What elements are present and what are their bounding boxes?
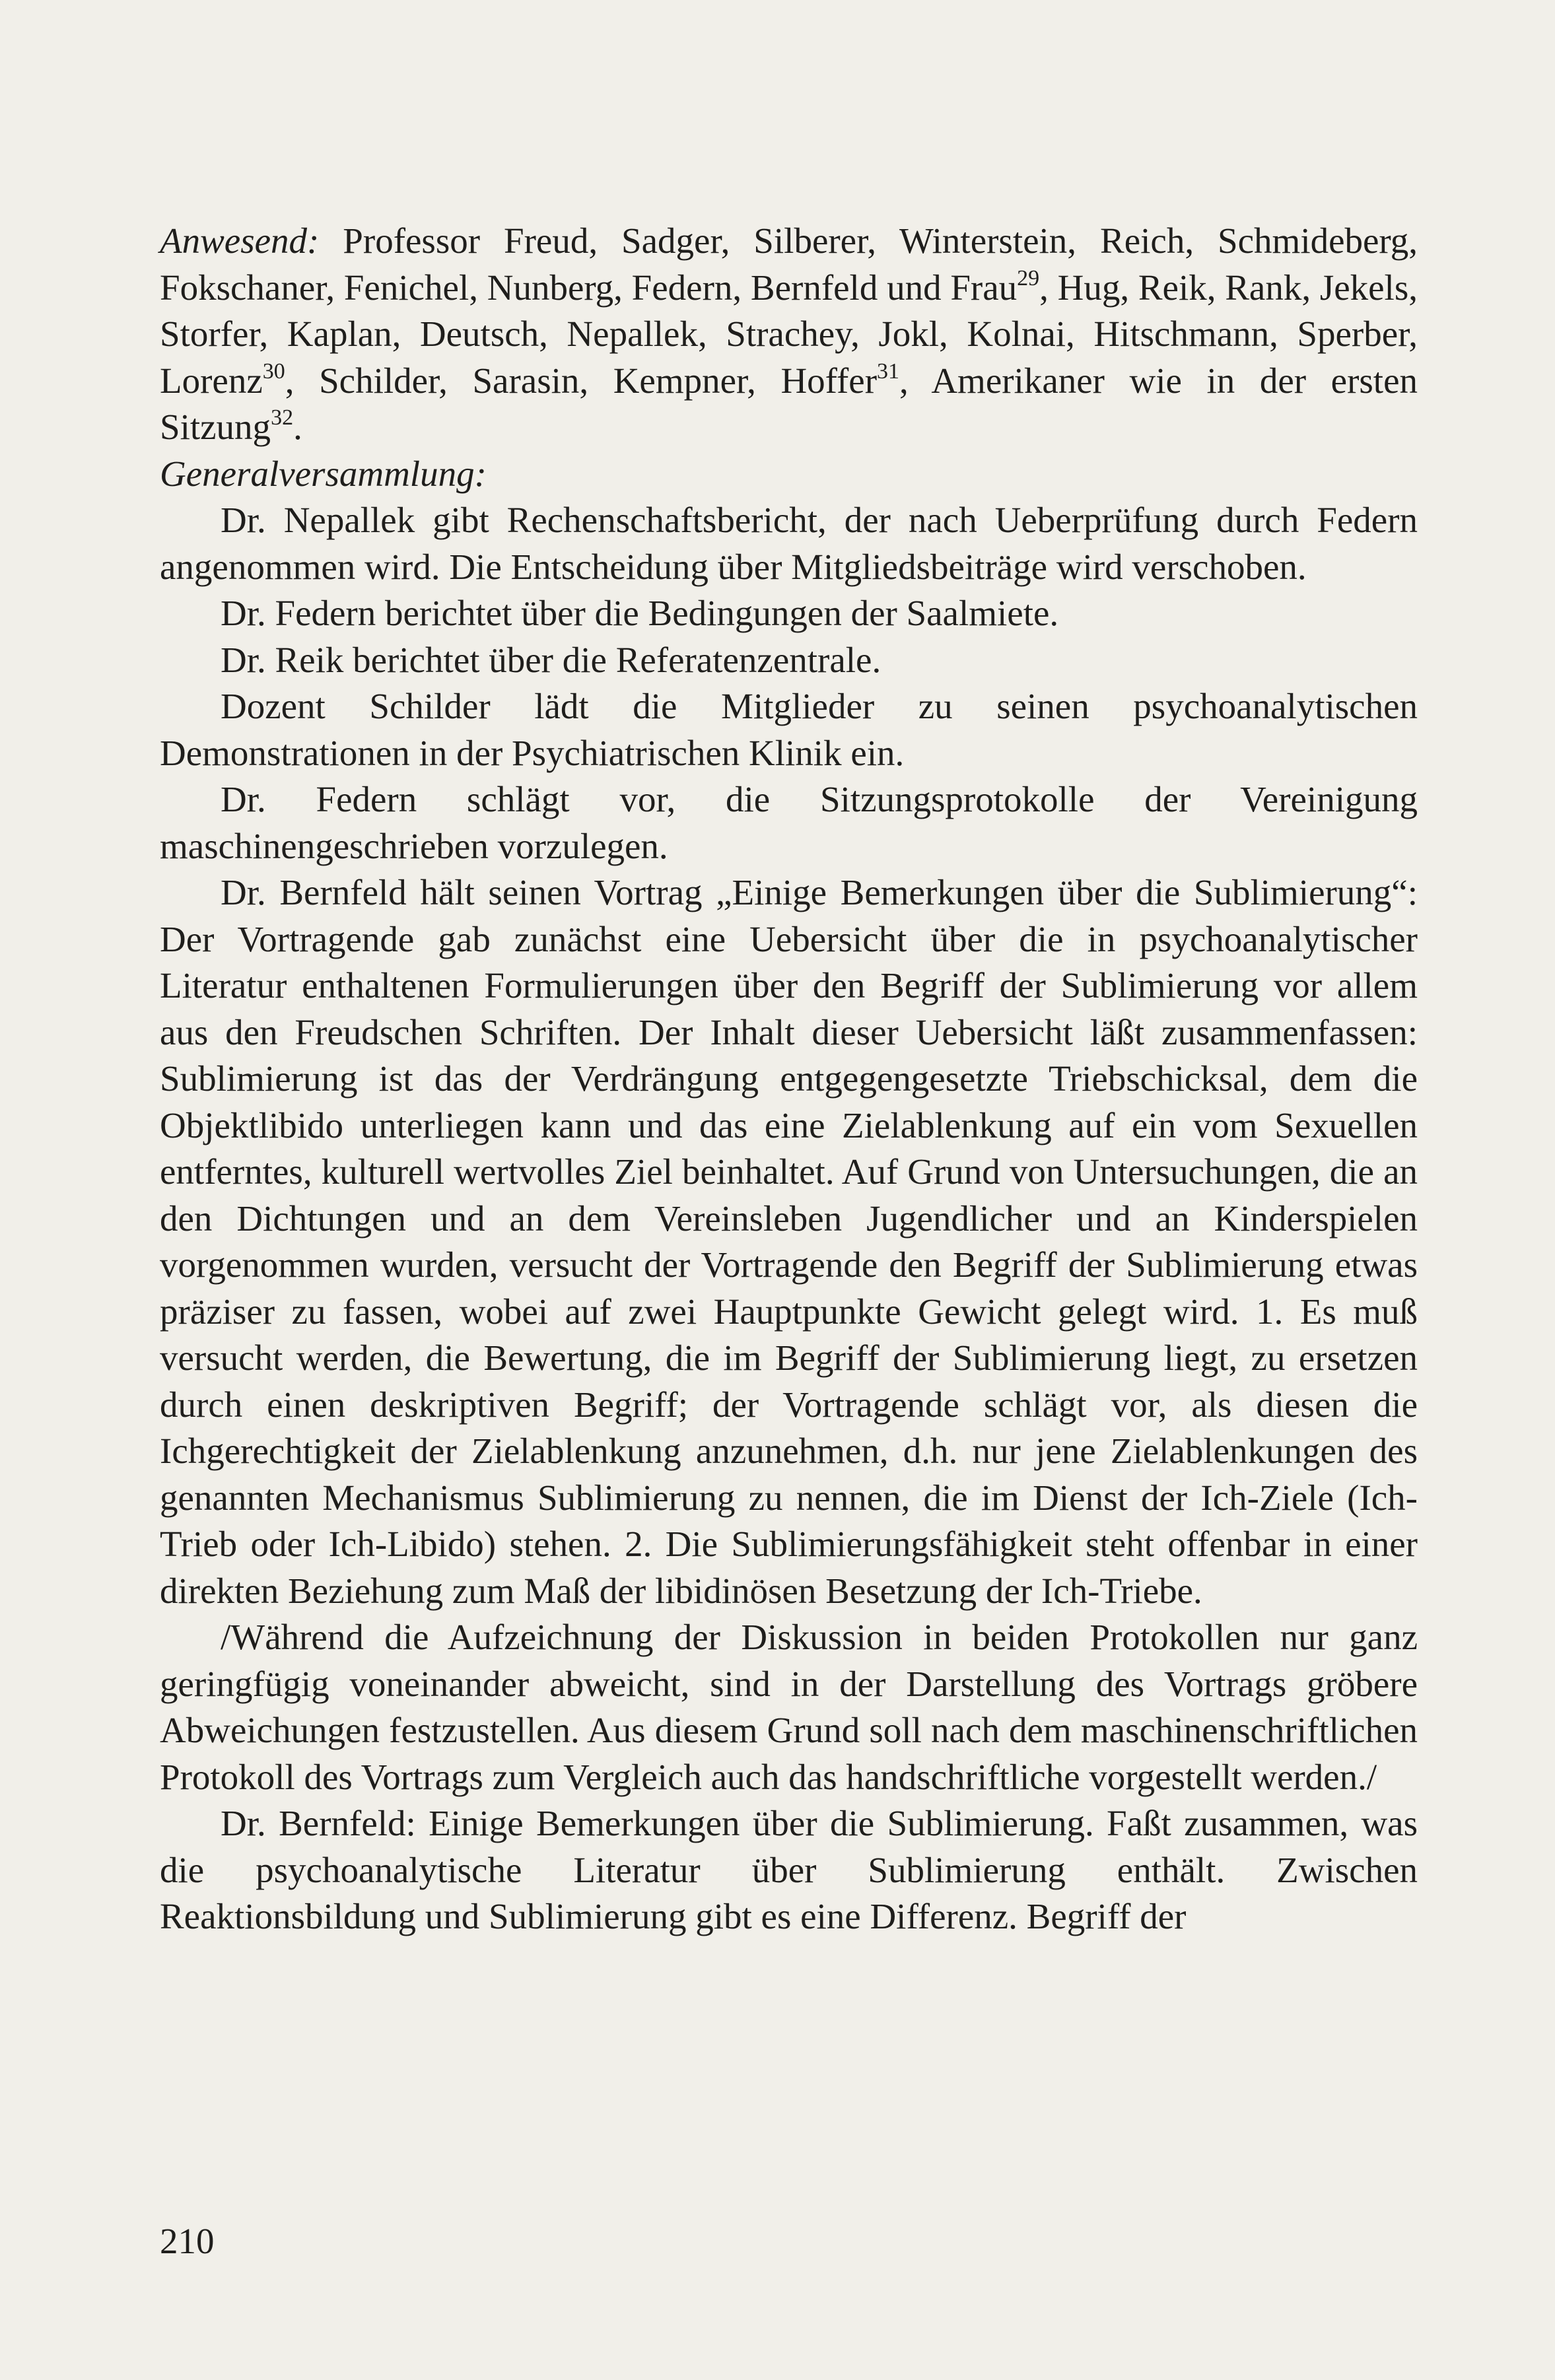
- paragraph-bernfeld-handwritten: Dr. Bernfeld: Einige Bemerkungen über die Sublimierung. Faßt zusammen, was die psychoanalytische Literatur über Sublimierung enthält. Zwischen Reaktionsbildung und Sublimierung gibt es eine Differenz. Begriff der: [160, 1803, 1418, 1936]
- attendance-text: , Hug, Reik, Rank, Jekels, Storfer, Kaplan, Deutsch, Nepallek, Strachey, Jokl, Kolnai, Hitschmann, Sperber, Lorenz: [160, 267, 1418, 401]
- paragraph-schilder-invitation: Dozent Schilder lädt die Mitglieder zu seinen psychoanalytischen Demonstrationen in der Psychiatrischen Klinik ein.: [160, 686, 1418, 773]
- footnote-ref-29: 29: [1017, 265, 1040, 290]
- paragraph-reik-referate: Dr. Reik berichtet über die Referatenzentrale.: [221, 639, 881, 680]
- assembly-heading: Generalversammlung:: [160, 453, 487, 494]
- footnote-ref-32: 32: [271, 405, 294, 430]
- attendance-text: , Schilder, Sarasin, Kempner, Hoffer: [285, 360, 878, 401]
- footnote-ref-31: 31: [877, 358, 900, 384]
- paragraph-federn-rent: Dr. Federn berichtet über die Bedingungen der Saalmiete.: [221, 593, 1059, 633]
- page-body: [160, 218, 1418, 1940]
- attendance-label: Anwesend:: [160, 221, 320, 261]
- attendance-text: .: [293, 407, 302, 447]
- footnote-ref-30: 30: [262, 358, 285, 384]
- paragraph-federn-protocols: Dr. Federn schlägt vor, die Sitzungsprotokolle der Vereinigung maschinengeschrieben vorzulegen.: [160, 779, 1418, 866]
- attendance-text: , Amerikaner wie in der ersten Sitzung: [160, 360, 1418, 447]
- paragraph-editorial-note: /Während die Aufzeichnung der Diskussion in beiden Protokollen nur ganz geringfügig voneinander abweicht, sind in der Darstellung des Vortrags gröbere Abweichungen festzustellen. Aus diesem Grund soll nach dem maschinenschriftlichen Protokoll des Vortrags zum Vergleich auch das handschriftliche vorgestellt werden./: [160, 1617, 1418, 1797]
- attendance-paragraph: [160, 218, 1418, 451]
- attendance-text: Professor Freud, Sadger, Silberer, Winterstein, Reich, Schmideberg, Fokschaner, Fenichel, Nunberg, Federn, Bernfeld und Frau: [160, 221, 1418, 308]
- paragraph-nepallek-report: Dr. Nepallek gibt Rechenschaftsbericht, der nach Ueberprüfung durch Federn angenommen wird. Die Entscheidung über Mitgliedsbeiträge wird verschoben.: [160, 500, 1418, 587]
- page-number: 210: [160, 2221, 215, 2261]
- paragraph-bernfeld-lecture: Dr. Bernfeld hält seinen Vortrag „Einige Bemerkungen über die Sublimierung“: Der Vortragende gab zunächst eine Uebersicht über die in psychoanalytischer Literatur enthaltenen Formulierungen über den Begriff der Sublimierung vor allem aus den Freudschen Schriften. Der Inhalt dieser Uebersicht läßt zusammenfassen: Sublimierung ist das der Verdrängung entgegengesetzte Triebschicksal, dem die Objektlibido unterliegen kann und das eine Zielablenkung auf ein vom Sexuellen entferntes, kulturell wertvolles Ziel beinhaltet. Auf Grund von Untersuchungen, die an den Dichtungen und an dem Vereinsleben Jugendlicher und an Kinderspielen vorgenommen wurden, versucht der Vortragende den Begriff der Sublimierung etwas präziser zu fassen, wobei auf zwei Hauptpunkte Gewicht gelegt wird. 1. Es muß versucht werden, die Bewertung, die im Begriff der Sublimierung liegt, zu ersetzen durch einen deskriptiven Begriff; der Vortragende schlägt vor, als diesen die Ichgerechtigkeit der Zielablenkung anzunehmen, d.h. nur jene Zielablenkungen des genannten Mechanismus Sublimierung zu nennen, die im Dienst der Ich-Ziele (Ich-Trieb oder Ich-Libido) stehen. 2. Die Sublimierungsfähigkeit steht offenbar in einer direkten Beziehung zum Maß der libidinösen Besetzung der Ich-Triebe.: [160, 872, 1418, 1611]
